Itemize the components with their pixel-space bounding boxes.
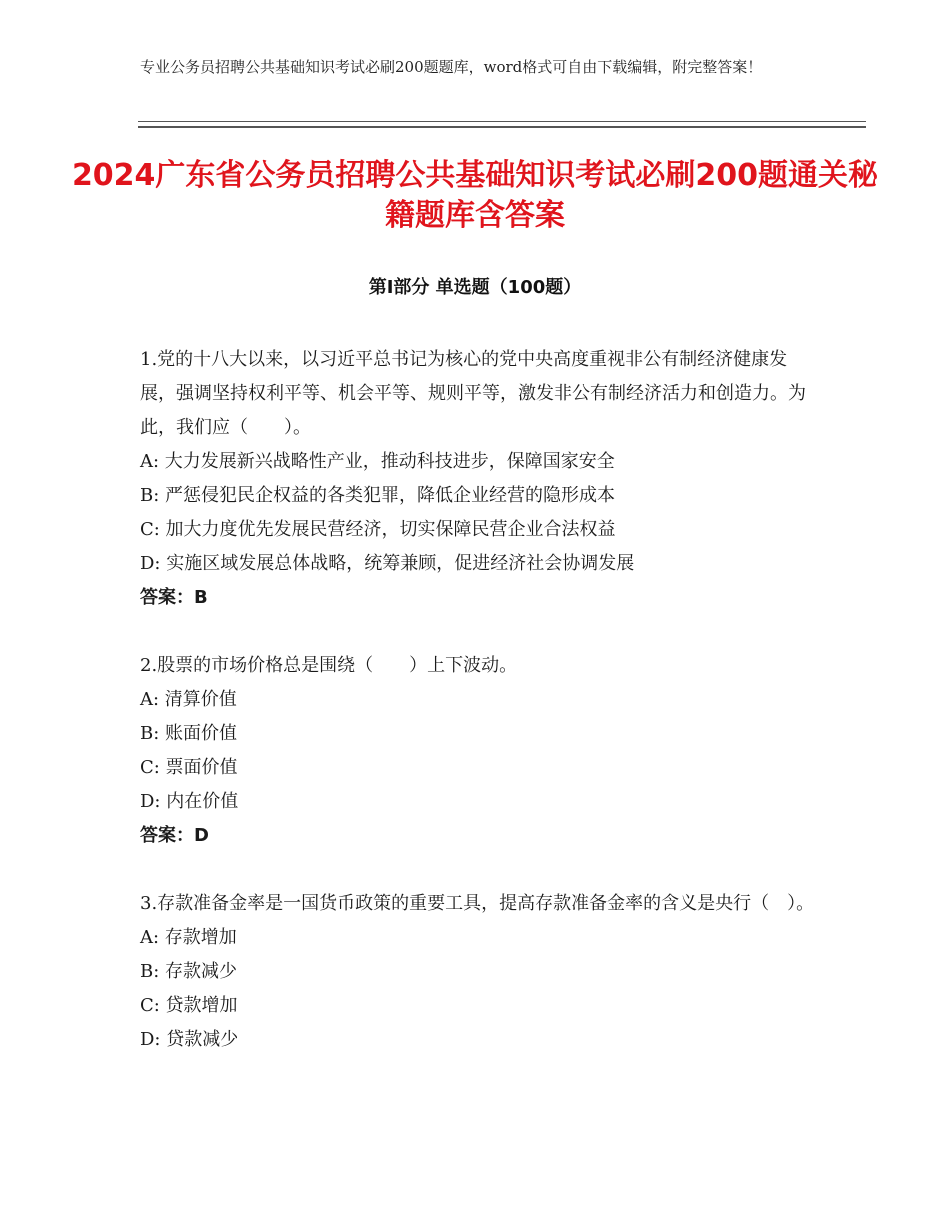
option-d: D: 内在价值 (140, 791, 239, 812)
option-b: B: 存款减少 (140, 961, 238, 982)
question-1 (140, 343, 820, 615)
option-d: D: 实施区域发展总体战略，统筹兼顾，促进经济社会协调发展 (140, 553, 635, 574)
option-b: B: 严惩侵犯民企权益的各类犯罪，降低企业经营的隐形成本 (140, 485, 616, 506)
question-2 (140, 649, 820, 853)
question-list (140, 343, 820, 1091)
option-c: C: 加大力度优先发展民营经济，切实保障民营企业合法权益 (140, 519, 616, 540)
header-note: 专业公务员招聘公共基础知识考试必刷200题题库，word格式可自由下载编辑，附完整答案！ (140, 58, 763, 76)
answer: 答案：D (140, 825, 209, 846)
document-title: 2024广东省公务员招聘公共基础知识考试必刷200题通关秘籍题库含答案 (71, 158, 879, 233)
header-divider (138, 121, 866, 128)
question-stem: 2.股票的市场价格总是围绕（ ）上下波动。 (140, 655, 518, 676)
answer: 答案：B (140, 587, 208, 608)
option-c: C: 贷款增加 (140, 995, 238, 1016)
option-d: D: 贷款减少 (140, 1029, 239, 1050)
option-c: C: 票面价值 (140, 757, 238, 778)
option-a: A: 大力发展新兴战略性产业，推动科技进步，保障国家安全 (140, 451, 615, 472)
section-heading: 第Ⅰ部分 单选题（100题） (368, 277, 582, 298)
question-stem: 3.存款准备金率是一国货币政策的重要工具，提高存款准备金率的含义是央行（ ）。 (140, 893, 815, 914)
option-b: B: 账面价值 (140, 723, 238, 744)
option-a: A: 清算价值 (140, 689, 237, 710)
option-a: A: 存款增加 (140, 927, 237, 948)
question-3 (140, 887, 820, 1057)
question-stem: 1.党的十八大以来，以习近平总书记为核心的党中央高度重视非公有制经济健康发展，强调坚持权利平等、机会平等、规则平等，激发非公有制经济活力和创造力。为此，我们应（ ）。 (140, 349, 806, 438)
